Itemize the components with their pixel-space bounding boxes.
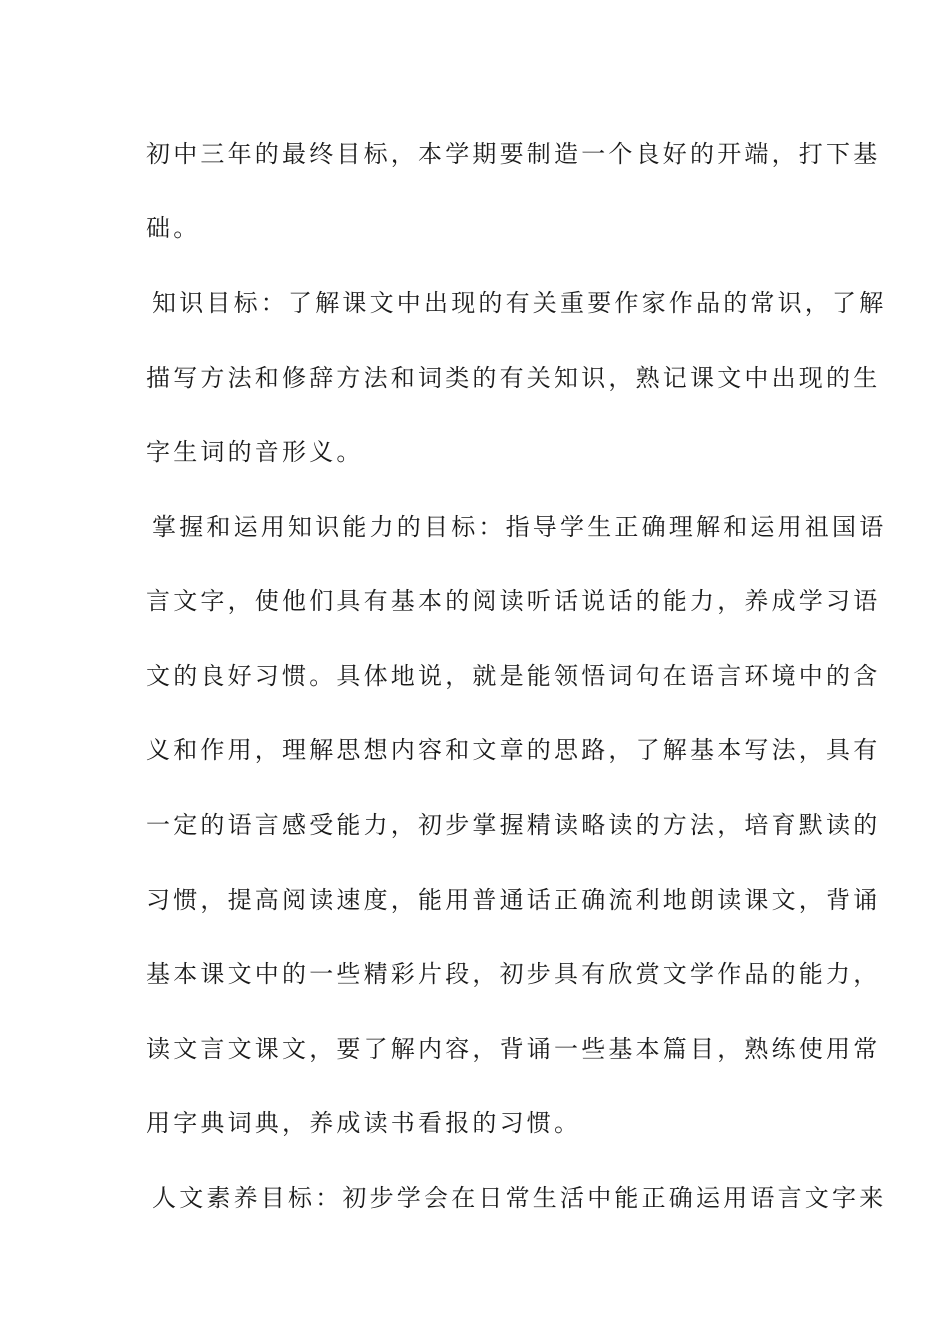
text-line: 一定的语言感受能力，初步掌握精读略读的方法，培育默读的 xyxy=(146,811,881,839)
text-line: 用字典词典，养成读书看报的习惯。 xyxy=(146,1109,582,1137)
text-line: 言文字，使他们具有基本的阅读听话说话的能力，养成学习语 xyxy=(146,587,881,615)
paragraph-start-knowledge-goal: 知识目标：了解课文中出现的有关重要作家作品的常识，了解 xyxy=(152,289,887,317)
text-line: 义和作用，理解思想内容和文章的思路，了解基本写法，具有 xyxy=(146,736,881,764)
text-line: 础。 xyxy=(146,214,201,242)
paragraph-start-ability-goal: 掌握和运用知识能力的目标：指导学生正确理解和运用祖国语 xyxy=(152,513,887,541)
text-line: 字生词的音形义。 xyxy=(146,438,364,466)
text-line: 文的良好习惯。具体地说，就是能领悟词句在语言环境中的含 xyxy=(146,662,881,690)
text-line: 描写方法和修辞方法和词类的有关知识，熟记课文中出现的生 xyxy=(146,364,881,392)
text-line: 读文言文课文，要了解内容，背诵一些基本篇目，熟练使用常 xyxy=(146,1035,881,1063)
text-line: 初中三年的最终目标，本学期要制造一个良好的开端，打下基 xyxy=(146,140,881,168)
text-line: 基本课文中的一些精彩片段，初步具有欣赏文学作品的能力， xyxy=(146,960,881,988)
text-line: 习惯，提高阅读速度，能用普通话正确流利地朗读课文，背诵 xyxy=(146,886,881,914)
paragraph-start-humanities-goal: 人文素养目标：初步学会在日常生活中能正确运用语言文字来 xyxy=(152,1184,887,1212)
